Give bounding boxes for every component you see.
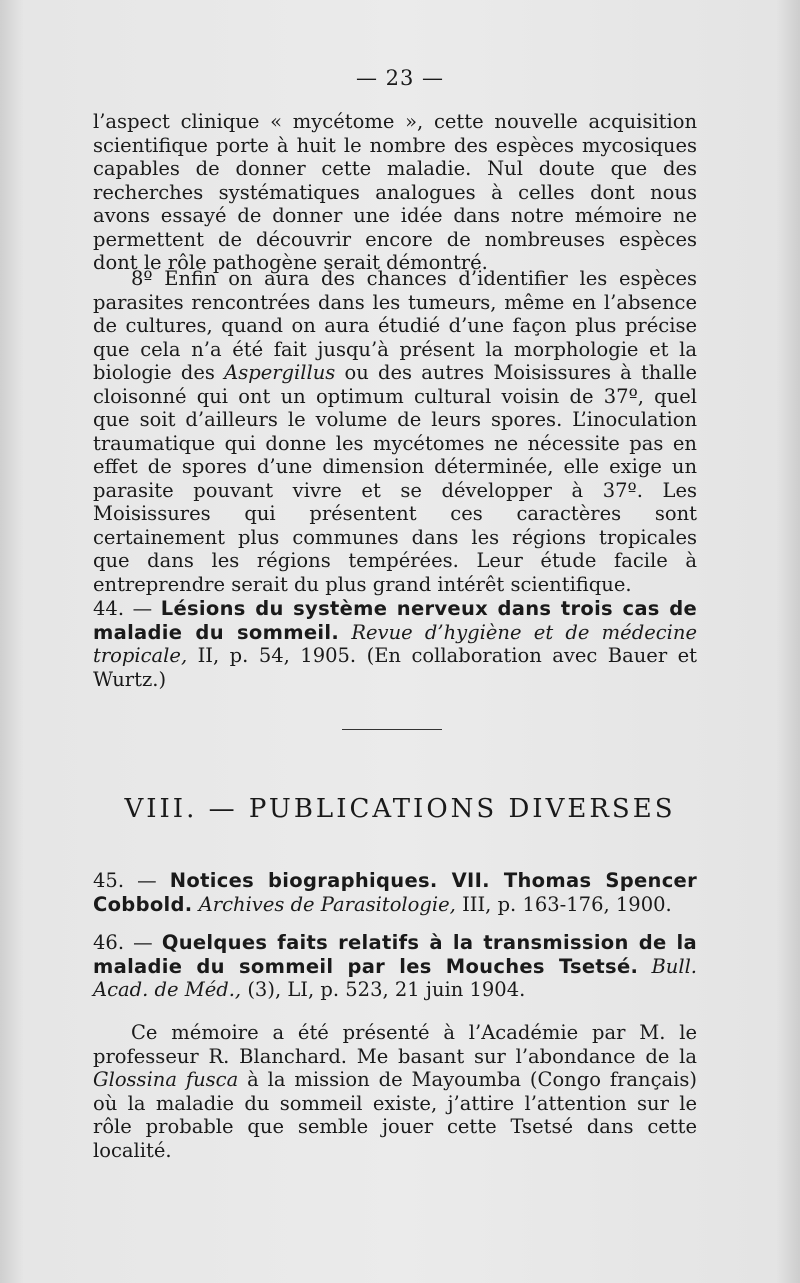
paragraph-continuation	[93, 110, 697, 275]
entry-journal: Revue d’hygiène et de médecine tropicale,	[93, 620, 697, 667]
paragraph-text: l’aspect clinique « mycétome », cette nouvelle acquisition scientifique porte à huit le nombre des espèces mycosiques capables de donner cette maladie. Nul doute que des recherches systématiques analogues à celles dont nous avons essayé de donner une idée dans notre mémoire ne permettent de découvrir encore de nombreuses espèces dont le rôle pathogène serait démontré.	[93, 110, 697, 274]
paragraph-text	[93, 1021, 697, 1162]
entry-number: 44. —	[93, 597, 161, 620]
entry-text	[93, 931, 697, 1002]
text-run: à la mission de Mayoumba (Congo français) où la maladie du sommeil existe, j’attire l’attention sur le rôle probable que semble jouer cette Tsetsé dans cette localité.	[93, 1068, 697, 1162]
entry-number: 46. —	[93, 931, 162, 954]
paragraph-summary-46	[93, 1021, 697, 1162]
entry-text	[93, 597, 697, 691]
paragraph-text	[93, 267, 697, 596]
entry-details: II, p. 54, 1905. (En collaboration avec Bauer et Wurtz.)	[93, 644, 697, 691]
text-run: 8º Enfin on aura des chances d’identifier les espèces parasites rencontrées dans les tumeurs, même en l’absence de cultures, quand on aura étudié d’une façon plus précise que cela n’a été fait jusqu’à présent la morphologie et la biologie des	[93, 267, 697, 384]
entry-title: Notices biographiques. VII. Thomas Spencer Cobbold.	[93, 869, 697, 916]
page-number: — 23 —	[355, 66, 445, 90]
bibliography-entry-44	[93, 597, 697, 691]
text-run: ou des autres Moisissures à thalle cloisonné qui ont un optimum cultural voisin de 37º, quel que soit d’ailleurs le volume de leurs spores. L’inoculation traumatique qui donne les mycétomes ne nécessite pas en effet de spores d’une dimension déterminée, elle exige un parasite pouvant vivre et se développer à 37º. Les Moisissures qui présentent ces caractères sont certainement plus communes dans les régions tropicales que dans les régions tempérées. Leur étude facile à entreprendre serait du plus grand intérêt scientifique.	[93, 361, 698, 596]
entry-text	[93, 869, 697, 916]
entry-details: (3), LI, p. 523, 21 juin 1904.	[241, 978, 526, 1001]
entry-number: 45. —	[93, 869, 170, 892]
italic-genus: Aspergillus	[224, 361, 336, 384]
entry-title: Lésions du système nerveux dans trois cas de maladie du sommeil.	[93, 597, 697, 644]
entry-title: Quelques faits relatifs à la transmission de la maladie du sommeil par les Mouches Tsetsé.	[93, 931, 697, 978]
entry-journal: Archives de Parasitologie,	[198, 892, 456, 916]
bibliography-entry-46	[93, 931, 697, 1002]
entry-journal: Bull. Acad. de Méd.,	[93, 954, 697, 1001]
paragraph-point-8	[93, 267, 697, 596]
text-run: Ce mémoire a été présenté à l’Académie par M. le professeur R. Blanchard. Me basant sur l’abondance de la	[93, 1021, 697, 1068]
section-divider	[342, 729, 442, 730]
entry-details: III, p. 163-176, 1900.	[455, 892, 672, 916]
bibliography-entry-45	[93, 869, 697, 916]
section-heading: VIII. — PUBLICATIONS DIVERSES	[124, 794, 676, 824]
italic-species: Glossina fusca	[93, 1068, 239, 1091]
